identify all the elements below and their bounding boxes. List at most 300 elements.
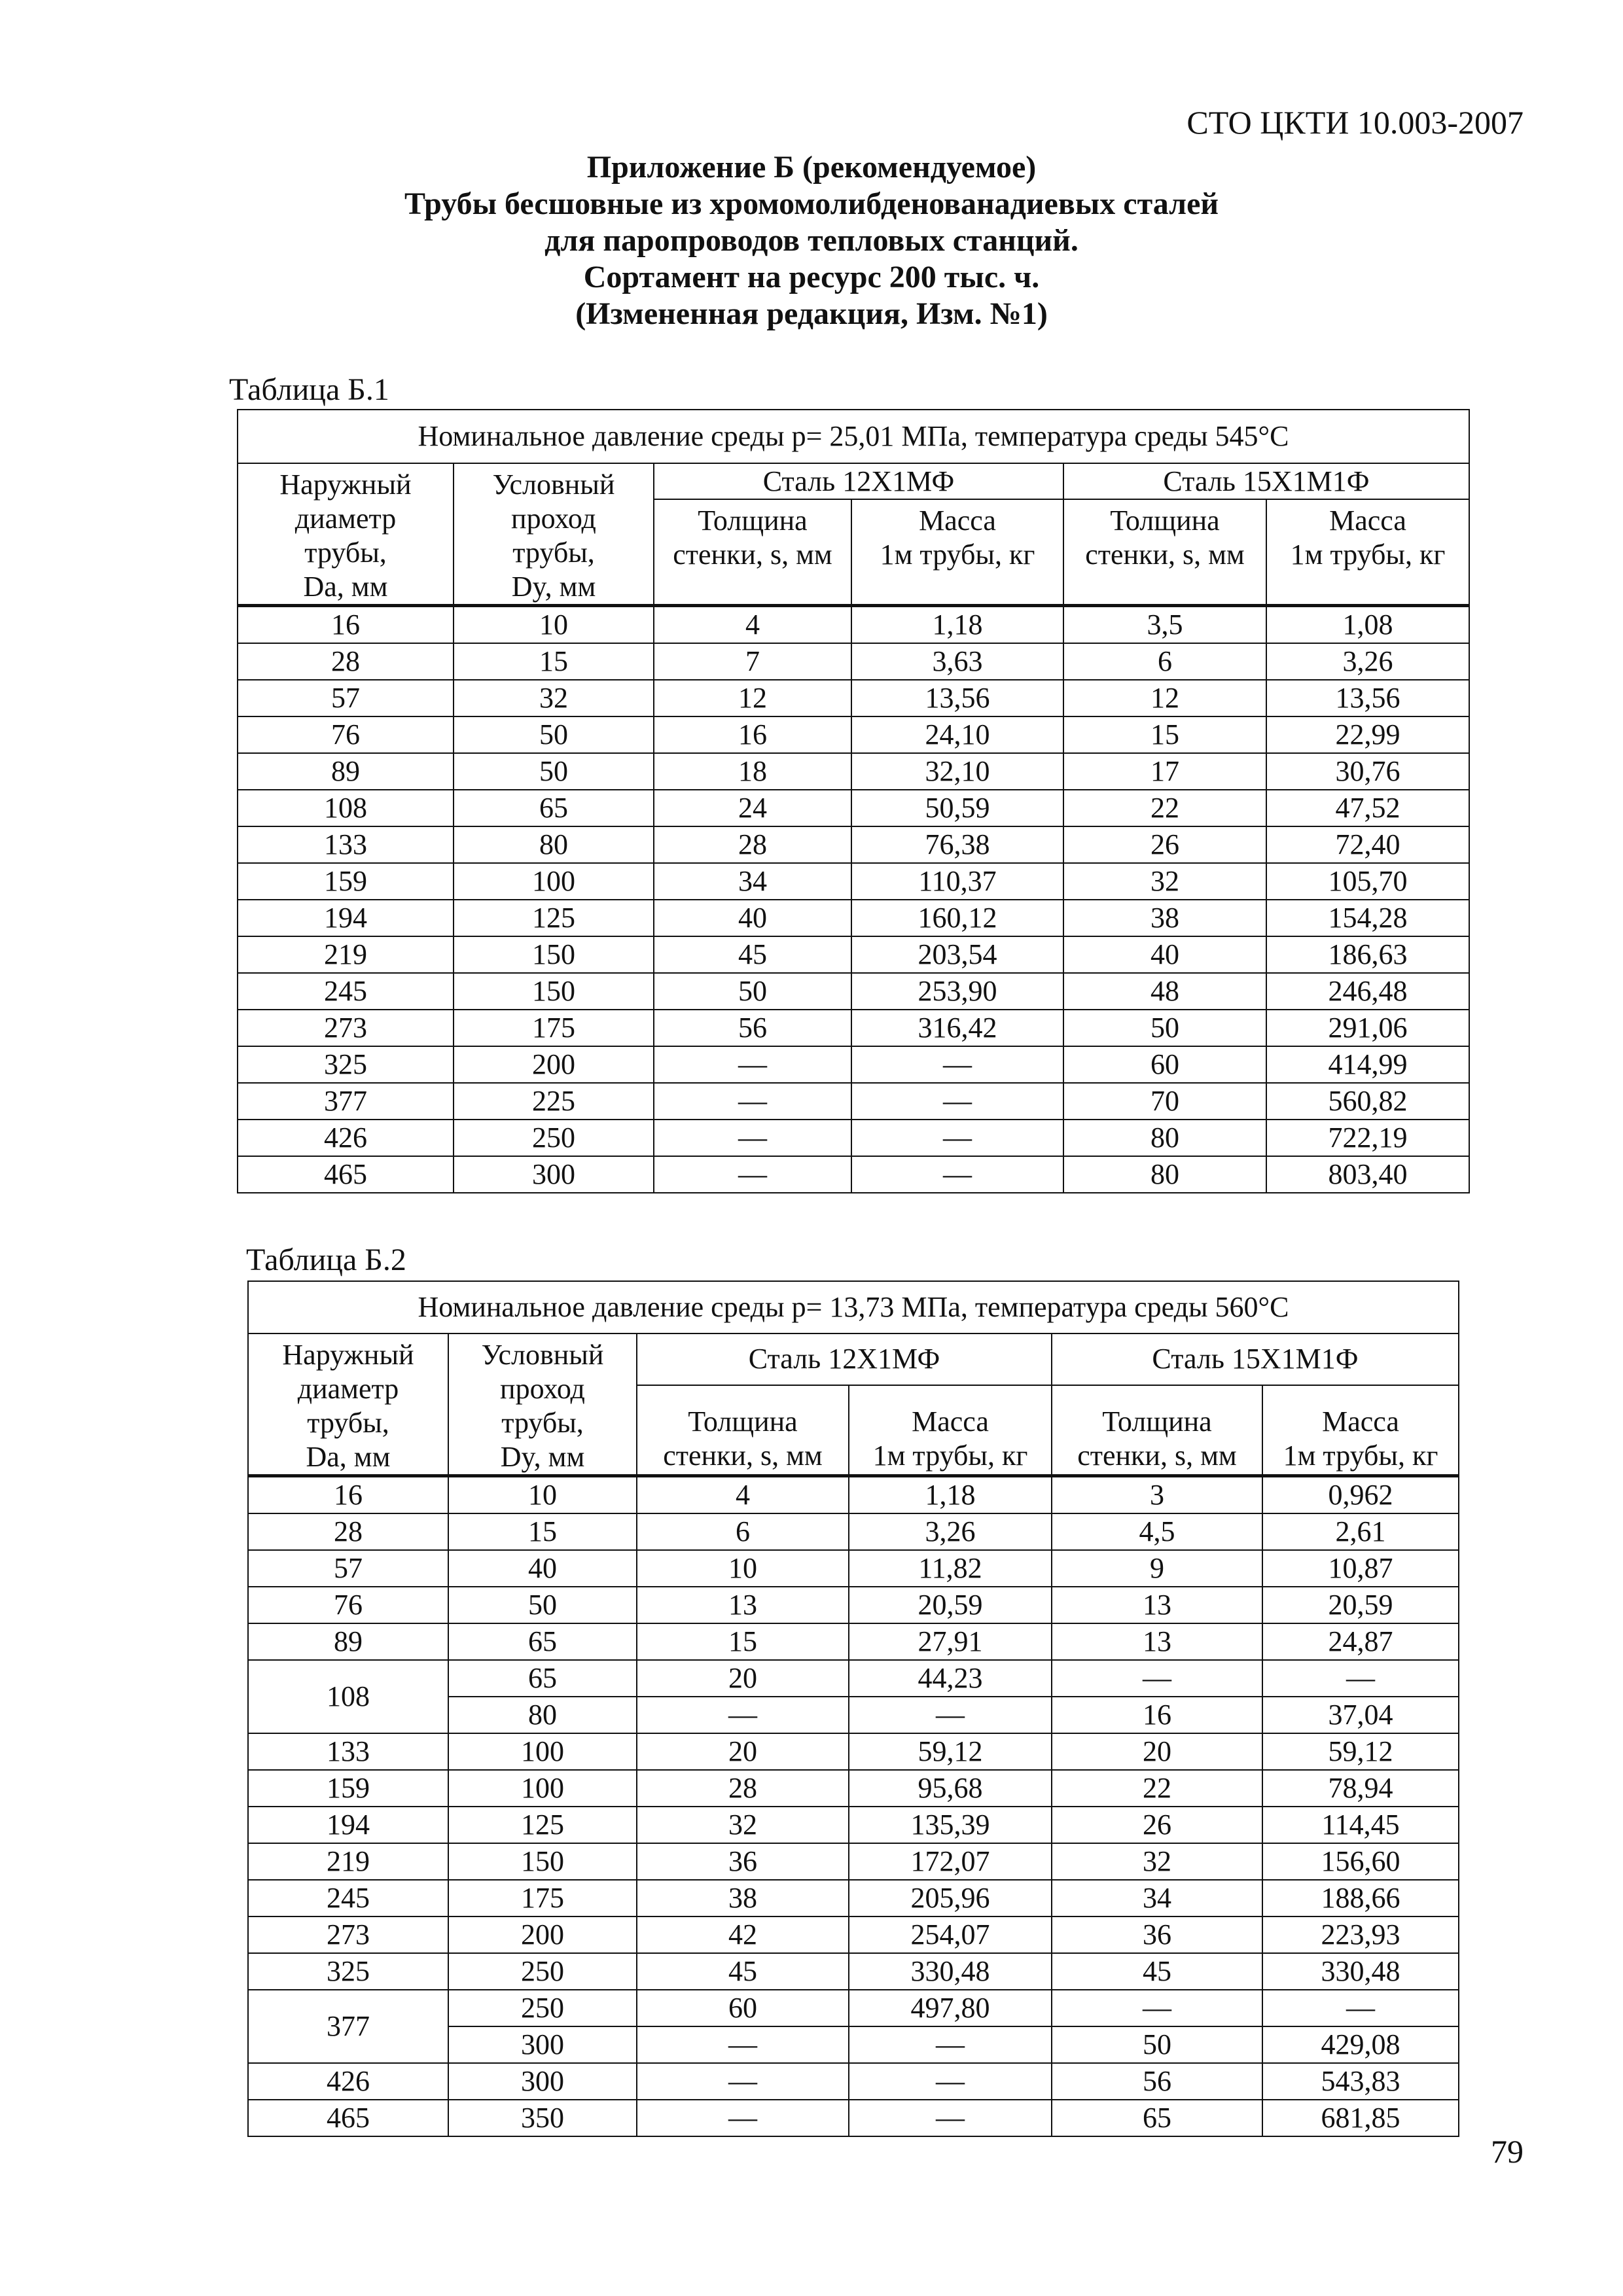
- table-cell: 50: [454, 716, 654, 753]
- header-line: диаметр: [297, 1373, 399, 1405]
- table-cell: 36: [1052, 1916, 1262, 1953]
- table-cell: 32,10: [851, 753, 1063, 790]
- table-cell: 40: [1063, 936, 1266, 973]
- table-cell: 45: [654, 936, 851, 973]
- condition-text: Номинальное давление среды p= 13,73 МПа, температура среды 560°С: [418, 1291, 1289, 1323]
- table-cell: 45: [1052, 1953, 1262, 1990]
- heading-line: Приложение Б (рекомендуемое): [586, 150, 1037, 185]
- table-caption-b2: Таблица Б.2: [246, 1243, 406, 1277]
- table-cell: 254,07: [849, 1916, 1052, 1953]
- header-line: Da, мм: [306, 1441, 391, 1473]
- table-cell: 203,54: [851, 936, 1063, 973]
- header-line: Dy, мм: [500, 1441, 585, 1473]
- table-b2: [247, 1280, 1459, 2137]
- table-cell: 65: [1052, 2100, 1262, 2136]
- table-cell: 426: [238, 1120, 454, 1156]
- table-row: [248, 1623, 1459, 1660]
- table-cell: 1,08: [1266, 606, 1469, 644]
- table-cell: 78,94: [1262, 1770, 1459, 1807]
- table-b1-condition: [238, 410, 1469, 463]
- table-cell: 200: [448, 1916, 637, 1953]
- table-cell: 4,5: [1052, 1513, 1262, 1550]
- table-cell: 135,39: [849, 1807, 1052, 1843]
- table-cell: 3,26: [849, 1513, 1052, 1550]
- table-cell: 80: [448, 1697, 637, 1733]
- table-cell: 465: [248, 2100, 448, 2136]
- table-row: [238, 716, 1469, 753]
- table-cell: 65: [454, 790, 654, 826]
- header-steel-15x1m1f: Сталь 15Х1М1Ф: [1063, 463, 1469, 499]
- table-cell: —: [849, 1697, 1052, 1733]
- table-cell: 186,63: [1266, 936, 1469, 973]
- table-cell: 219: [238, 936, 454, 973]
- table-cell: 24: [654, 790, 851, 826]
- condition-text: Номинальное давление среды p= 25,01 МПа, температура среды 545°С: [418, 420, 1289, 452]
- table-cell: 10: [454, 606, 654, 644]
- table-cell: 50,59: [851, 790, 1063, 826]
- table-cell: —: [851, 1046, 1063, 1083]
- table-cell: 59,12: [1262, 1733, 1459, 1770]
- table-cell: 250: [454, 1120, 654, 1156]
- table-cell: 108: [238, 790, 454, 826]
- table-cell: 250: [448, 1953, 637, 1990]
- table-cell: 1,18: [849, 1476, 1052, 1514]
- table-row: [238, 1046, 1469, 1083]
- table-cell: 100: [448, 1733, 637, 1770]
- header-line: трубы,: [512, 537, 595, 569]
- table-b2-condition: [248, 1281, 1459, 1333]
- table-cell: 27,91: [849, 1623, 1052, 1660]
- heading-line: Трубы бесшовные из хромомолибденованадиевых сталей: [404, 186, 1219, 221]
- header-mass: [1266, 499, 1469, 605]
- table-cell: 159: [248, 1770, 448, 1807]
- table-cell: 40: [654, 900, 851, 936]
- table-cell: 16: [238, 606, 454, 644]
- table-cell: 65: [448, 1623, 637, 1660]
- table-cell: —: [1052, 1660, 1262, 1697]
- header-line: Масса: [1329, 504, 1406, 537]
- header-outer-diameter: [238, 463, 454, 606]
- table-cell: 26: [1063, 826, 1266, 863]
- header-line: трубы,: [501, 1407, 584, 1439]
- table-cell: 291,06: [1266, 1010, 1469, 1046]
- table-cell: 80: [1063, 1156, 1266, 1193]
- table-cell: 76: [248, 1587, 448, 1623]
- table-cell: —: [1262, 1660, 1459, 1697]
- header-line: Толщина: [698, 504, 808, 537]
- header-line: 1м трубы, кг: [1290, 539, 1446, 571]
- table-cell: 205,96: [849, 1880, 1052, 1916]
- table-cell: 9: [1052, 1550, 1262, 1587]
- table-cell: 89: [248, 1623, 448, 1660]
- header-line: стенки, s, мм: [1077, 1439, 1237, 1472]
- table-cell: 114,45: [1262, 1807, 1459, 1843]
- table-row: [248, 1476, 1459, 1514]
- table-row: [248, 1843, 1459, 1880]
- header-line: трубы,: [304, 537, 387, 569]
- table-cell: —: [654, 1083, 851, 1120]
- header-nominal-bore: [448, 1333, 637, 1476]
- table-cell: 20: [1052, 1733, 1262, 1770]
- table-cell: 56: [1052, 2063, 1262, 2100]
- header-outer-diameter: [248, 1333, 448, 1476]
- table-cell: 57: [248, 1550, 448, 1587]
- table-cell: —: [637, 2026, 849, 2063]
- header-line: трубы,: [307, 1407, 389, 1439]
- table-cell: 15: [448, 1513, 637, 1550]
- table-row: [238, 1083, 1469, 1120]
- table-cell: —: [1262, 1990, 1459, 2026]
- table-cell: 273: [238, 1010, 454, 1046]
- table-caption-b1: Таблица Б.1: [229, 372, 389, 407]
- table-cell: 20,59: [849, 1587, 1052, 1623]
- table-cell: 543,83: [1262, 2063, 1459, 2100]
- table-cell: 12: [654, 680, 851, 716]
- table-cell: 330,48: [849, 1953, 1052, 1990]
- header-line: Da, мм: [303, 571, 388, 603]
- table-row: [238, 900, 1469, 936]
- table-cell: 50: [448, 1587, 637, 1623]
- header-line: Масса: [1322, 1405, 1399, 1438]
- table-cell: —: [1052, 1990, 1262, 2026]
- table-row: [238, 1010, 1469, 1046]
- table-cell: 28: [248, 1513, 448, 1550]
- table-cell: 330,48: [1262, 1953, 1459, 1990]
- header-line: диаметр: [294, 503, 397, 535]
- table-cell: 250: [448, 1990, 637, 2026]
- table-row: [248, 1660, 1459, 1697]
- table-cell: 110,37: [851, 863, 1063, 900]
- table-row: [238, 753, 1469, 790]
- table-cell: 3: [1052, 1476, 1262, 1514]
- table-cell: 273: [248, 1916, 448, 1953]
- table-cell: —: [851, 1120, 1063, 1156]
- table-cell: 22: [1063, 790, 1266, 826]
- table-cell: 13,56: [1266, 680, 1469, 716]
- table-cell: 76: [238, 716, 454, 753]
- table-cell: 17: [1063, 753, 1266, 790]
- table-cell: 47,52: [1266, 790, 1469, 826]
- heading-line: для паропроводов тепловых станций.: [544, 223, 1079, 258]
- table-cell: 32: [454, 680, 654, 716]
- table-cell: —: [851, 1083, 1063, 1120]
- table-cell: 16: [1052, 1697, 1262, 1733]
- header-line: стенки, s, мм: [663, 1439, 823, 1472]
- table-row: [238, 1156, 1469, 1193]
- table-cell: 32: [637, 1807, 849, 1843]
- table-cell: 133: [238, 826, 454, 863]
- table-cell: 10: [448, 1476, 637, 1514]
- table-cell: 28: [654, 826, 851, 863]
- table-row: [248, 1733, 1459, 1770]
- table-cell: 50: [1063, 1010, 1266, 1046]
- table-cell: 156,60: [1262, 1843, 1459, 1880]
- table-cell: 194: [238, 900, 454, 936]
- table-cell: 316,42: [851, 1010, 1063, 1046]
- table-row: [248, 1770, 1459, 1807]
- table-cell: 36: [637, 1843, 849, 1880]
- table-cell: 28: [238, 643, 454, 680]
- table-cell: 18: [654, 753, 851, 790]
- table-cell: 1,18: [851, 606, 1063, 644]
- table-cell: 56: [654, 1010, 851, 1046]
- header-line: Условный: [481, 1339, 604, 1371]
- header-line: 1м трубы, кг: [1283, 1439, 1438, 1472]
- table-cell: 0,962: [1262, 1476, 1459, 1514]
- table-cell: 20,59: [1262, 1587, 1459, 1623]
- table-cell: 89: [238, 753, 454, 790]
- table-cell: 223,93: [1262, 1916, 1459, 1953]
- table-cell: 175: [448, 1880, 637, 1916]
- table-cell: —: [654, 1120, 851, 1156]
- table-cell: 414,99: [1266, 1046, 1469, 1083]
- header-thickness: [1052, 1385, 1262, 1476]
- table-b2-body: [248, 1281, 1459, 2136]
- header-mass: [851, 499, 1063, 605]
- table-cell: 24,87: [1262, 1623, 1459, 1660]
- table-cell: 3,63: [851, 643, 1063, 680]
- table-cell: 325: [238, 1046, 454, 1083]
- header-line: проход: [511, 503, 596, 535]
- table-row: [248, 1880, 1459, 1916]
- table-cell: 100: [454, 863, 654, 900]
- table-cell: 300: [448, 2063, 637, 2100]
- header-thickness: [1063, 499, 1266, 605]
- table-cell: 4: [637, 1476, 849, 1514]
- table-cell: 40: [448, 1550, 637, 1587]
- table-row: [238, 643, 1469, 680]
- table-row: [248, 1807, 1459, 1843]
- table-row: [248, 1587, 1459, 1623]
- table-cell: 10: [637, 1550, 849, 1587]
- table-cell: —: [849, 2063, 1052, 2100]
- table-cell: 28: [637, 1770, 849, 1807]
- table-row: [248, 1953, 1459, 1990]
- table-cell: 38: [1063, 900, 1266, 936]
- table-row: [238, 790, 1469, 826]
- table-cell: 72,40: [1266, 826, 1469, 863]
- header-thickness: [654, 499, 851, 605]
- table-cell: 59,12: [849, 1733, 1052, 1770]
- table-cell: 377: [248, 1990, 448, 2063]
- table-cell: 681,85: [1262, 2100, 1459, 2136]
- table-cell: 60: [1063, 1046, 1266, 1083]
- table-cell: 225: [454, 1083, 654, 1120]
- table-cell: 4: [654, 606, 851, 644]
- table-cell: 429,08: [1262, 2026, 1459, 2063]
- table-b1: [237, 409, 1470, 1193]
- table-cell: 34: [1052, 1880, 1262, 1916]
- table-cell: 108: [248, 1660, 448, 1733]
- table-row: [238, 863, 1469, 900]
- table-cell: 219: [248, 1843, 448, 1880]
- table-cell: 44,23: [849, 1660, 1052, 1697]
- header-mass: [1262, 1385, 1459, 1476]
- table-cell: 12: [1063, 680, 1266, 716]
- table-cell: 76,38: [851, 826, 1063, 863]
- document-code: СТО ЦКТИ 10.003-2007: [1186, 104, 1524, 141]
- header-line: Dy, мм: [511, 571, 596, 603]
- table-row: [238, 1120, 1469, 1156]
- table-cell: 465: [238, 1156, 454, 1193]
- table-cell: —: [849, 2100, 1052, 2136]
- table-cell: 13: [637, 1587, 849, 1623]
- table-row: [248, 2100, 1459, 2136]
- header-line: 1м трубы, кг: [872, 1439, 1028, 1472]
- table-cell: 50: [1052, 2026, 1262, 2063]
- header-line: Масса: [919, 504, 996, 537]
- heading-line: Сортамент на ресурс 200 тыс. ч.: [583, 260, 1040, 294]
- table-cell: 150: [454, 936, 654, 973]
- header-line: Наружный: [282, 1339, 414, 1371]
- table-cell: 26: [1052, 1807, 1262, 1843]
- header-line: Толщина: [688, 1405, 798, 1438]
- table-cell: 246,48: [1266, 973, 1469, 1010]
- table-cell: 497,80: [849, 1990, 1052, 2026]
- header-line: Наружный: [279, 468, 412, 501]
- table-cell: —: [654, 1046, 851, 1083]
- heading-line: (Измененная редакция, Изм. №1): [575, 296, 1048, 331]
- table-cell: 57: [238, 680, 454, 716]
- table-cell: 15: [454, 643, 654, 680]
- table-cell: 80: [454, 826, 654, 863]
- header-line: Масса: [912, 1405, 989, 1438]
- table-cell: 20: [637, 1660, 849, 1697]
- table-cell: 16: [654, 716, 851, 753]
- table-cell: 105,70: [1266, 863, 1469, 900]
- table-cell: 16: [248, 1476, 448, 1514]
- table-b1-body: [238, 410, 1469, 1193]
- table-cell: 160,12: [851, 900, 1063, 936]
- table-row: [248, 2063, 1459, 2100]
- table-cell: 20: [637, 1733, 849, 1770]
- header-line: Толщина: [1110, 504, 1220, 537]
- table-row: [238, 826, 1469, 863]
- header-line: Толщина: [1102, 1405, 1212, 1438]
- table-row: [248, 1513, 1459, 1550]
- table-cell: 48: [1063, 973, 1266, 1010]
- table-cell: 24,10: [851, 716, 1063, 753]
- table-cell: 125: [448, 1807, 637, 1843]
- table-cell: 560,82: [1266, 1083, 1469, 1120]
- table-row: [248, 1990, 1459, 2026]
- table-cell: 245: [238, 973, 454, 1010]
- table-cell: 65: [448, 1660, 637, 1697]
- table-row: [248, 1550, 1459, 1587]
- header-steel-15x1m1f: Сталь 15Х1М1Ф: [1052, 1333, 1459, 1385]
- table-cell: 70: [1063, 1083, 1266, 1120]
- table-cell: 300: [454, 1156, 654, 1193]
- header-line: проход: [500, 1373, 585, 1405]
- table-cell: 34: [654, 863, 851, 900]
- table-cell: 50: [454, 753, 654, 790]
- table-cell: 45: [637, 1953, 849, 1990]
- table-cell: 80: [1063, 1120, 1266, 1156]
- table-cell: 154,28: [1266, 900, 1469, 936]
- table-cell: 3,5: [1063, 606, 1266, 644]
- table-cell: 42: [637, 1916, 849, 1953]
- appendix-heading: [0, 149, 1623, 332]
- header-steel-12x1mf: Сталь 12Х1МФ: [654, 463, 1063, 499]
- table-cell: 253,90: [851, 973, 1063, 1010]
- table-cell: 133: [248, 1733, 448, 1770]
- table-row: [248, 1916, 1459, 1953]
- table-cell: 10,87: [1262, 1550, 1459, 1587]
- table-cell: 426: [248, 2063, 448, 2100]
- table-cell: 245: [248, 1880, 448, 1916]
- table-cell: 159: [238, 863, 454, 900]
- table-cell: 15: [637, 1623, 849, 1660]
- table-cell: 188,66: [1262, 1880, 1459, 1916]
- table-row: [238, 680, 1469, 716]
- table-cell: 194: [248, 1807, 448, 1843]
- table-cell: 11,82: [849, 1550, 1052, 1587]
- table-cell: 32: [1063, 863, 1266, 900]
- table-cell: 377: [238, 1083, 454, 1120]
- table-cell: 37,04: [1262, 1697, 1459, 1733]
- table-row: [238, 606, 1469, 644]
- table-cell: 100: [448, 1770, 637, 1807]
- header-line: 1м трубы, кг: [880, 539, 1035, 571]
- table-cell: 22: [1052, 1770, 1262, 1807]
- page-number: 79: [1491, 2133, 1524, 2170]
- table-cell: —: [849, 2026, 1052, 2063]
- header-line: Условный: [492, 468, 615, 501]
- table-cell: —: [637, 1697, 849, 1733]
- table-cell: 325: [248, 1953, 448, 1990]
- table-cell: 6: [637, 1513, 849, 1550]
- header-nominal-bore: [454, 463, 654, 606]
- table-cell: —: [637, 2063, 849, 2100]
- table-cell: 13,56: [851, 680, 1063, 716]
- header-mass: [849, 1385, 1052, 1476]
- table-cell: 60: [637, 1990, 849, 2026]
- table-cell: 125: [454, 900, 654, 936]
- table-cell: —: [654, 1156, 851, 1193]
- table-cell: 150: [448, 1843, 637, 1880]
- table-cell: 803,40: [1266, 1156, 1469, 1193]
- header-line: стенки, s, мм: [1085, 539, 1245, 571]
- header-steel-12x1mf: Сталь 12Х1МФ: [637, 1333, 1052, 1385]
- table-cell: 30,76: [1266, 753, 1469, 790]
- table-cell: 3,26: [1266, 643, 1469, 680]
- table-cell: 150: [454, 973, 654, 1010]
- table-cell: 350: [448, 2100, 637, 2136]
- table-cell: 50: [654, 973, 851, 1010]
- table-cell: 13: [1052, 1587, 1262, 1623]
- table-cell: 722,19: [1266, 1120, 1469, 1156]
- header-thickness: [637, 1385, 849, 1476]
- table-row: [238, 973, 1469, 1010]
- table-cell: 95,68: [849, 1770, 1052, 1807]
- table-cell: 15: [1063, 716, 1266, 753]
- table-cell: 7: [654, 643, 851, 680]
- table-cell: 175: [454, 1010, 654, 1046]
- table-row: [238, 936, 1469, 973]
- table-cell: —: [851, 1156, 1063, 1193]
- table-cell: 22,99: [1266, 716, 1469, 753]
- table-cell: 13: [1052, 1623, 1262, 1660]
- table-cell: —: [637, 2100, 849, 2136]
- table-cell: 2,61: [1262, 1513, 1459, 1550]
- table-cell: 6: [1063, 643, 1266, 680]
- table-cell: 200: [454, 1046, 654, 1083]
- table-cell: 38: [637, 1880, 849, 1916]
- table-cell: 32: [1052, 1843, 1262, 1880]
- table-cell: 172,07: [849, 1843, 1052, 1880]
- table-cell: 300: [448, 2026, 637, 2063]
- header-line: стенки, s, мм: [673, 539, 832, 571]
